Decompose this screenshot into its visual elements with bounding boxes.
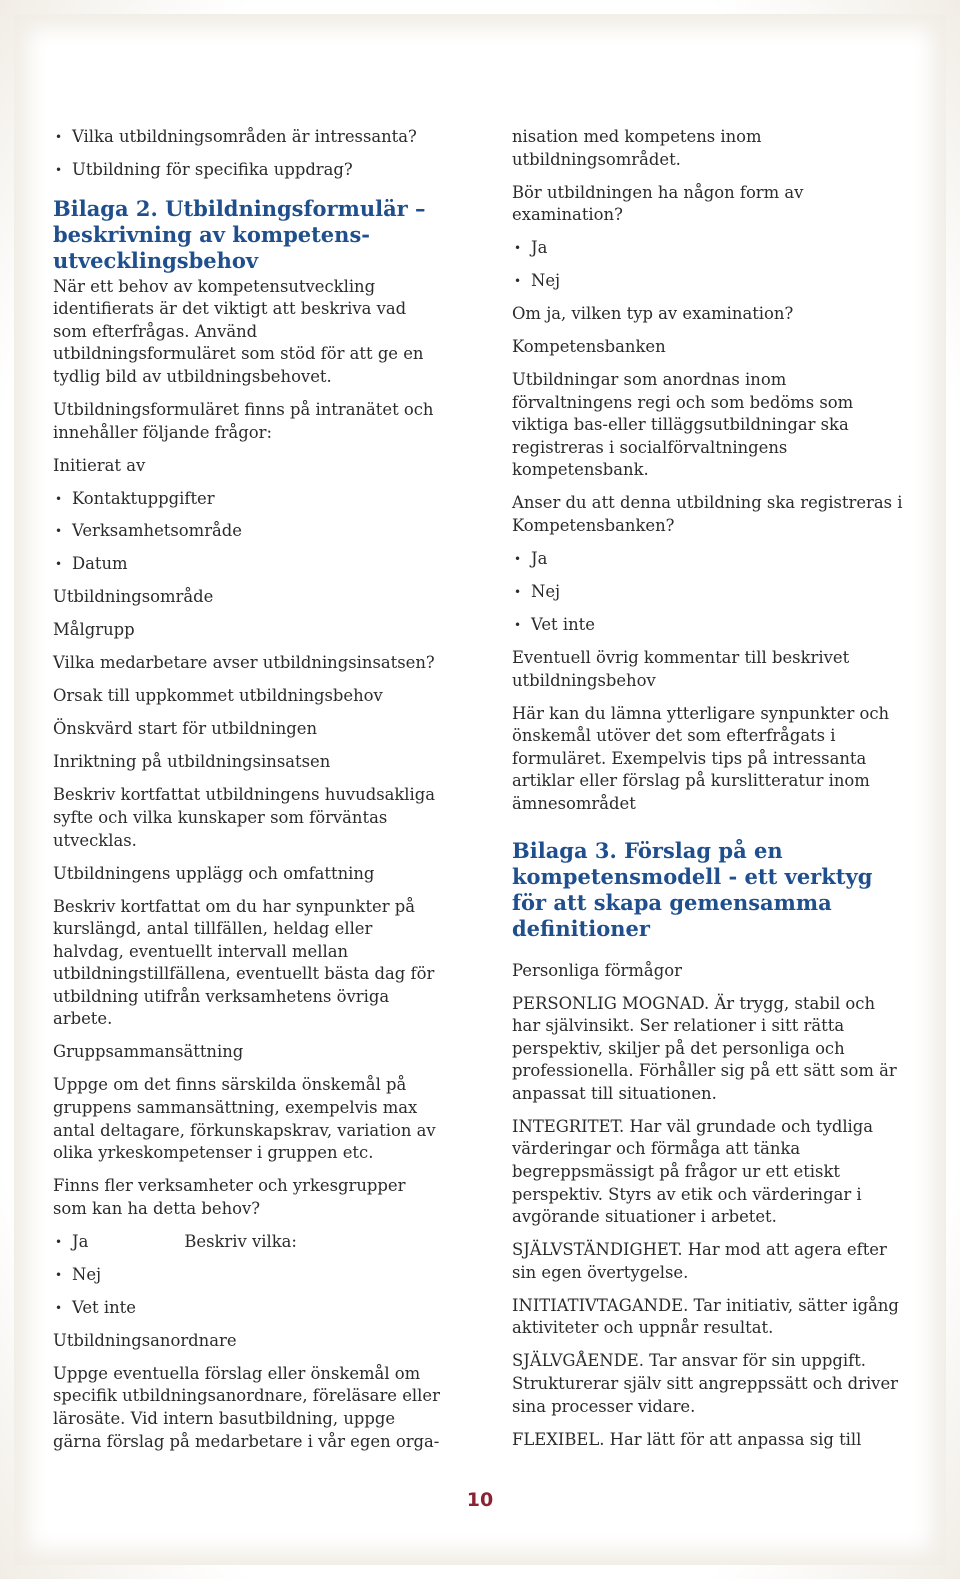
paragraph: INTEGRITET. Har väl grundade och tydliga värderingar och förmåga att tänka begreppsmässigt på frågor ur ett etiskt perspektiv. Styrs av etik och värderingar i avgörande situationer i arbetet. <box>512 1116 874 1227</box>
form-field-label: Personliga förmågor <box>512 960 682 980</box>
ja-label: • Ja <box>72 1231 89 1251</box>
initierat-bullet-list <box>53 488 443 577</box>
exam-bullet-list <box>512 237 904 293</box>
form-field-label: Utbildningsanordnare <box>53 1330 237 1350</box>
paragraph: Utbildningsformuläret finns på intranätet och innehåller följande frågor: <box>53 399 434 442</box>
finns-fler-bullet-list <box>53 1231 443 1320</box>
form-field-label: Inriktning på utbildningsinsatsen <box>53 752 331 772</box>
left-column <box>53 126 443 1464</box>
list-item: • Ja <box>512 237 904 260</box>
right-column <box>512 126 904 1462</box>
list-item: • Utbildning för specifika uppdrag? <box>53 159 443 182</box>
form-field-label: Utbildningens upplägg och omfattning <box>53 863 375 883</box>
spacer <box>512 944 904 960</box>
paragraph: När ett behov av kompetensutveckling identifierats är det viktigt att beskriva vad som efterfrågas. Använd utbildningsformuläret som stöd för att ge en tydlig bild av utbildningsbehovet. <box>53 276 424 386</box>
ja-row <box>72 1231 443 1254</box>
list-item: • Ja <box>512 548 904 571</box>
list-item: • Vet inte <box>512 614 904 637</box>
form-field-label: Initierat av <box>53 455 146 475</box>
form-field-label: Orsak till uppkommet utbildningsbehov <box>53 686 383 706</box>
section-heading-bilaga-2: Bilaga 2. Utbildningsformulär – beskrivning av kompetensutvecklingsbehov <box>53 195 426 273</box>
intro-bullet-list <box>53 126 443 182</box>
form-field-label: Kompetensbanken <box>512 337 666 357</box>
list-item: • Nej <box>512 581 904 604</box>
paragraph: nisation med kompetens inom utbildningsområdet. <box>512 127 762 169</box>
paragraph: FLEXIBEL. Har lätt för att anpassa sig till <box>512 1429 862 1449</box>
page-number: 10 <box>466 1489 494 1511</box>
paragraph: Utbildningar som anordnas inom förvaltningens regi och som bedöms som viktiga bas-eller tilläggsutbildningar ska registreras i socialförvaltningens kompetensbank. <box>512 370 854 480</box>
paragraph: SJÄLVGÅENDE. Tar ansvar för sin uppgift. Strukturerar själv sitt angreppssätt och driver sina processer vidare. <box>512 1351 898 1416</box>
form-field-label: Vilka medarbetare avser utbildningsinsatsen? <box>53 653 435 673</box>
list-item: • Nej <box>53 1264 443 1287</box>
beskriv-vilka-label: Beskriv vilka: <box>184 1231 297 1251</box>
form-field-label: Målgrupp <box>53 620 135 640</box>
paragraph: Anser du att denna utbildning ska registreras i Kompetensbanken? <box>512 493 903 536</box>
paragraph: Uppge om det finns särskilda önskemål på gruppens sammansättning, exempelvis max antal deltagare, förkunskapskrav, variation av olika yrkeskompetenser i gruppen etc. <box>53 1075 436 1163</box>
paragraph: SJÄLVSTÄNDIGHET. Har mod att agera efter sin egen övertygelse. <box>512 1240 887 1282</box>
paragraph: PERSONLIG MOGNAD. Är trygg, stabil och har självinsikt. Ser relationer i sitt rätta perspektiv, skiljer på det personliga och professionella. Förhåller sig på ett sätt som är anpassat till situationen. <box>512 993 897 1103</box>
form-field-label: Eventuell övrig kommentar till beskrivet utbildningsbehov <box>512 647 850 690</box>
list-item: • Datum <box>53 553 443 576</box>
paragraph: Uppge eventuella förslag eller önskemål om specifik utbildningsanordnare, föreläsare eller lärosäte. Vid intern basutbildning, uppge gärna förslag på medarbetare i vår egen orga- <box>53 1363 440 1451</box>
anser-bullet-list <box>512 548 904 637</box>
form-field-label: Gruppsammansättning <box>53 1042 244 1062</box>
paragraph: Finns fler verksamheter och yrkesgrupper som kan ha detta behov? <box>53 1176 406 1218</box>
paragraph: Beskriv kortfattat om du har synpunkter på kurslängd, antal tillfällen, heldag eller halvdag, eventuellt intervall mellan utbildningstillfällena, eventuellt bästa dag för utbildning utifrån verksamhetens övriga arbete. <box>53 896 435 1029</box>
paragraph: INITIATIVTAGANDE. Tar initiativ, sätter igång aktiviteter och uppnår resultat. <box>512 1295 899 1338</box>
form-field-label: Önskvärd start för utbildningen <box>53 719 318 739</box>
list-item: • Verksamhetsområde <box>53 520 443 543</box>
form-field-label: Om ja, vilken typ av examination? <box>512 304 794 324</box>
section-heading-bilaga-3: Bilaga 3. Förslag på en kompetensmodell - ett verktyg för att skapa gemensamma definitioner <box>512 837 873 941</box>
form-field-label: Bör utbildningen ha någon form av examination? <box>512 182 804 225</box>
list-item: • Kontaktuppgifter <box>53 488 443 511</box>
list-item: • Vilka utbildningsområden är intressanta? <box>53 126 443 149</box>
form-field-label: Utbildningsområde <box>53 587 214 607</box>
list-item-ja <box>53 1231 443 1254</box>
paragraph: Beskriv kortfattat utbildningens huvudsakliga syfte och vilka kunskaper som förväntas utvecklas. <box>53 785 436 850</box>
paragraph: Här kan du lämna ytterligare synpunkter och önskemål utöver det som efterfrågats i formuläret. Exempelvis tips på intressanta artiklar eller förslag på kurslitteratur inom ämnesområdet <box>512 703 890 813</box>
list-item: • Vet inte <box>53 1297 443 1320</box>
list-item: • Nej <box>512 270 904 293</box>
